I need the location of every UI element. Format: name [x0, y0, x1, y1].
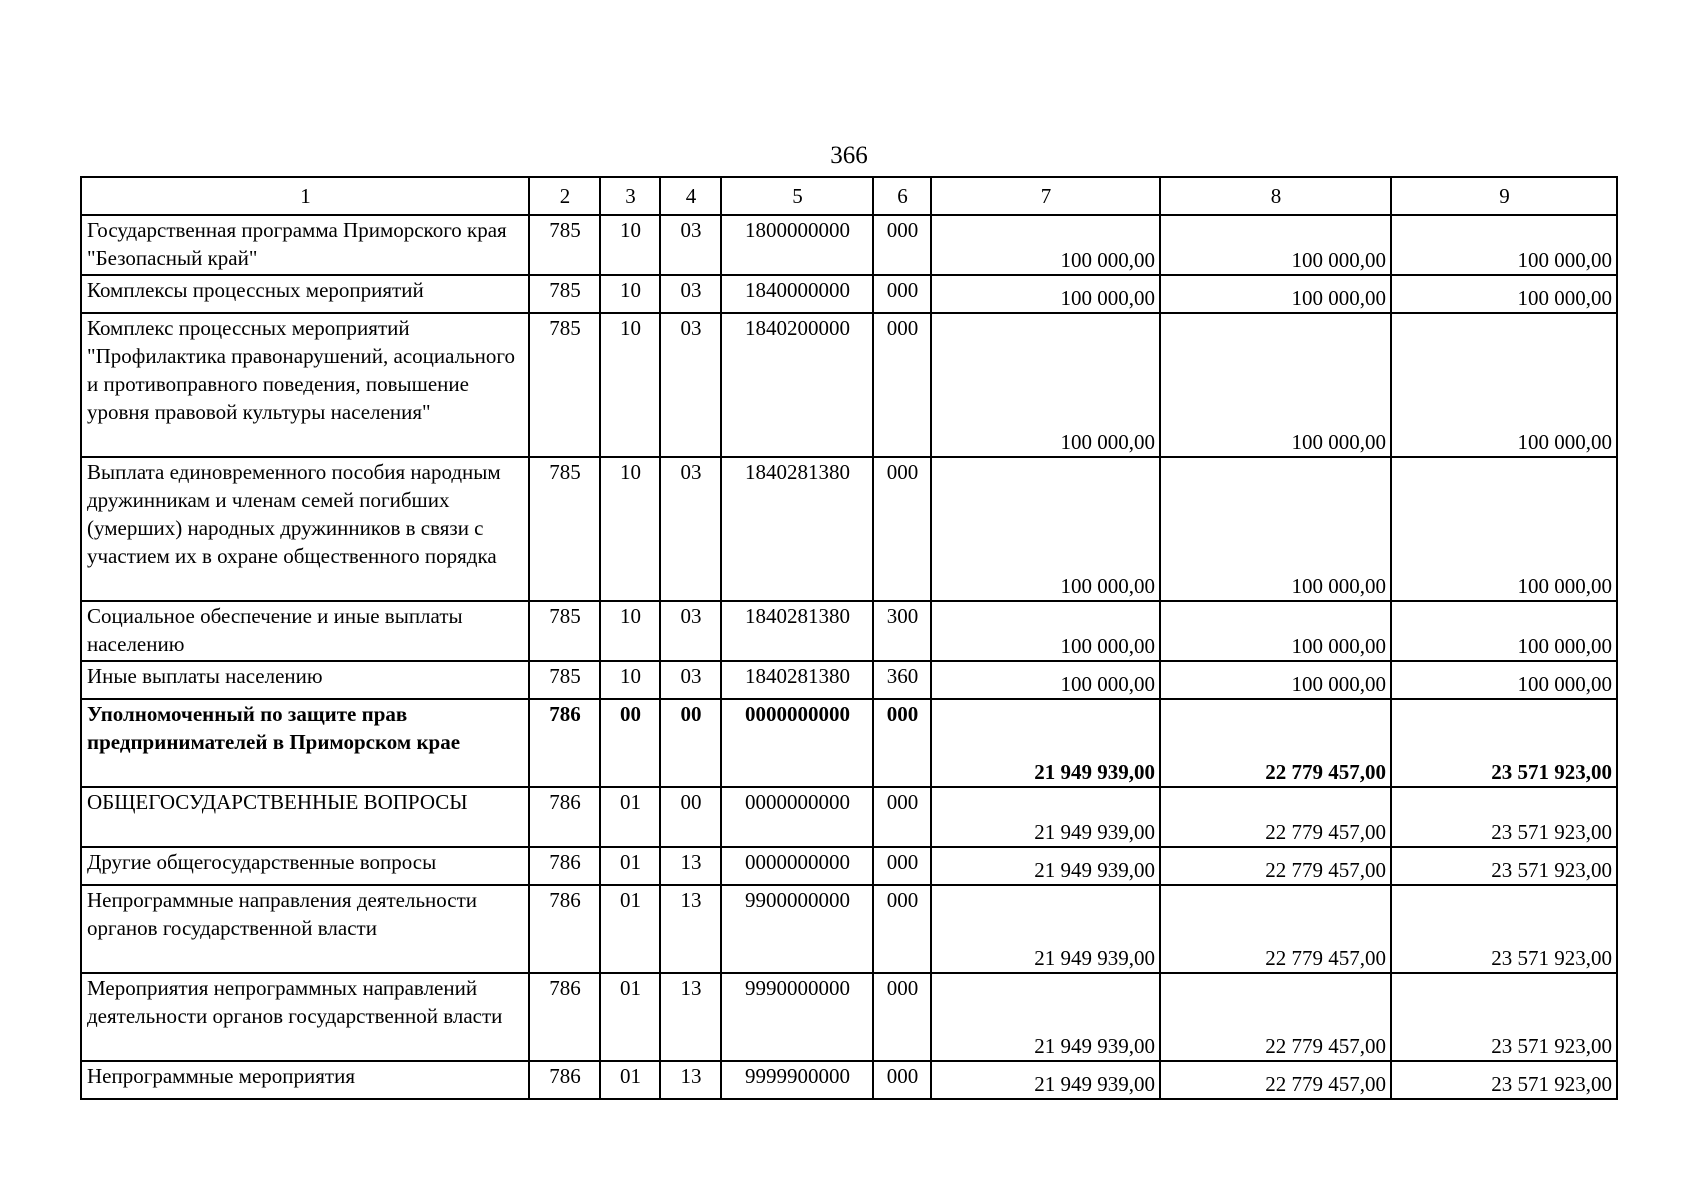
amount-col8-cell: 22 779 457,00 — [1160, 847, 1391, 885]
table-row — [81, 847, 1617, 885]
amount-col9-cell: 100 000,00 — [1391, 313, 1617, 457]
header-cell-5: 5 — [721, 177, 873, 215]
row-name-cell: Комплексы процессных мероприятий — [81, 275, 529, 313]
table-row — [81, 215, 1617, 275]
amount-col8-cell: 22 779 457,00 — [1160, 1061, 1391, 1099]
expense-type-cell: 360 — [873, 661, 931, 699]
table-row — [81, 787, 1617, 847]
amount-col9-cell: 100 000,00 — [1391, 661, 1617, 699]
table-row — [81, 601, 1617, 661]
header-cell-8: 8 — [1160, 177, 1391, 215]
table-row — [81, 1061, 1617, 1099]
expense-type-cell: 000 — [873, 215, 931, 275]
subsection-cell: 03 — [660, 601, 721, 661]
admin-code-cell: 785 — [529, 215, 600, 275]
amount-col9-cell: 23 571 923,00 — [1391, 1061, 1617, 1099]
subsection-cell: 13 — [660, 1061, 721, 1099]
amount-col7-cell: 100 000,00 — [931, 661, 1160, 699]
target-article-cell: 9990000000 — [721, 973, 873, 1061]
amount-col8-cell: 22 779 457,00 — [1160, 699, 1391, 787]
admin-code-cell: 785 — [529, 601, 600, 661]
expense-type-cell: 000 — [873, 973, 931, 1061]
section-cell: 01 — [600, 847, 660, 885]
row-name-cell: ОБЩЕГОСУДАРСТВЕННЫЕ ВОПРОСЫ — [81, 787, 529, 847]
header-cell-1: 1 — [81, 177, 529, 215]
admin-code-cell: 785 — [529, 661, 600, 699]
row-name-cell: Государственная программа Приморского края "Безопасный край" — [81, 215, 529, 275]
row-name-cell: Другие общегосударственные вопросы — [81, 847, 529, 885]
subsection-cell: 03 — [660, 313, 721, 457]
table-row — [81, 313, 1617, 457]
table-row — [81, 973, 1617, 1061]
amount-col8-cell: 100 000,00 — [1160, 601, 1391, 661]
amount-col7-cell: 100 000,00 — [931, 601, 1160, 661]
table-row — [81, 275, 1617, 313]
section-cell: 01 — [600, 787, 660, 847]
amount-col7-cell: 100 000,00 — [931, 275, 1160, 313]
target-article-cell: 1840281380 — [721, 661, 873, 699]
section-cell: 10 — [600, 215, 660, 275]
expense-type-cell: 000 — [873, 1061, 931, 1099]
admin-code-cell: 786 — [529, 847, 600, 885]
table-row — [81, 457, 1617, 601]
target-article-cell: 9900000000 — [721, 885, 873, 973]
amount-col7-cell: 21 949 939,00 — [931, 885, 1160, 973]
expense-type-cell: 000 — [873, 885, 931, 973]
section-cell: 10 — [600, 601, 660, 661]
amount-col7-cell: 21 949 939,00 — [931, 699, 1160, 787]
amount-col9-cell: 23 571 923,00 — [1391, 787, 1617, 847]
amount-col7-cell: 100 000,00 — [931, 457, 1160, 601]
budget-table — [80, 176, 1618, 1100]
section-cell: 10 — [600, 457, 660, 601]
amount-col9-cell: 23 571 923,00 — [1391, 885, 1617, 973]
target-article-cell: 1840281380 — [721, 457, 873, 601]
target-article-cell: 1840200000 — [721, 313, 873, 457]
admin-code-cell: 785 — [529, 275, 600, 313]
row-name-cell: Комплекс процессных мероприятий "Профилактика правонарушений, асоциального и противоправного поведения, повышение уровня правовой культуры населения" — [81, 313, 529, 457]
amount-col8-cell: 22 779 457,00 — [1160, 885, 1391, 973]
section-cell: 01 — [600, 885, 660, 973]
admin-code-cell: 785 — [529, 313, 600, 457]
row-name-cell: Непрограммные мероприятия — [81, 1061, 529, 1099]
expense-type-cell: 000 — [873, 847, 931, 885]
table-row — [81, 661, 1617, 699]
section-cell: 10 — [600, 313, 660, 457]
section-cell: 10 — [600, 661, 660, 699]
subsection-cell: 13 — [660, 973, 721, 1061]
subsection-cell: 13 — [660, 885, 721, 973]
subsection-cell: 03 — [660, 275, 721, 313]
table-row — [81, 699, 1617, 787]
row-name-cell: Иные выплаты населению — [81, 661, 529, 699]
amount-col9-cell: 23 571 923,00 — [1391, 847, 1617, 885]
amount-col8-cell: 22 779 457,00 — [1160, 973, 1391, 1061]
header-cell-6: 6 — [873, 177, 931, 215]
subsection-cell: 03 — [660, 661, 721, 699]
amount-col8-cell: 100 000,00 — [1160, 275, 1391, 313]
section-cell: 10 — [600, 275, 660, 313]
amount-col9-cell: 23 571 923,00 — [1391, 973, 1617, 1061]
table-header-row — [81, 177, 1617, 215]
expense-type-cell: 000 — [873, 699, 931, 787]
section-cell: 01 — [600, 1061, 660, 1099]
row-name-cell: Социальное обеспечение и иные выплаты населению — [81, 601, 529, 661]
header-cell-9: 9 — [1391, 177, 1617, 215]
section-cell: 00 — [600, 699, 660, 787]
page-number: 366 — [830, 142, 868, 169]
amount-col8-cell: 100 000,00 — [1160, 313, 1391, 457]
amount-col8-cell: 22 779 457,00 — [1160, 787, 1391, 847]
target-article-cell: 1800000000 — [721, 215, 873, 275]
table-row — [81, 885, 1617, 973]
subsection-cell: 03 — [660, 457, 721, 601]
header-cell-2: 2 — [529, 177, 600, 215]
header-cell-7: 7 — [931, 177, 1160, 215]
admin-code-cell: 786 — [529, 1061, 600, 1099]
admin-code-cell: 785 — [529, 457, 600, 601]
header-cell-3: 3 — [600, 177, 660, 215]
amount-col7-cell: 100 000,00 — [931, 313, 1160, 457]
target-article-cell: 1840281380 — [721, 601, 873, 661]
row-name-cell: Выплата единовременного пособия народным дружинникам и членам семей погибших (умерших) народных дружинников в связи с участием их в охране общественного порядка — [81, 457, 529, 601]
subsection-cell: 03 — [660, 215, 721, 275]
target-article-cell: 0000000000 — [721, 699, 873, 787]
amount-col7-cell: 21 949 939,00 — [931, 787, 1160, 847]
amount-col8-cell: 100 000,00 — [1160, 457, 1391, 601]
expense-type-cell: 000 — [873, 275, 931, 313]
amount-col8-cell: 100 000,00 — [1160, 661, 1391, 699]
amount-col9-cell: 23 571 923,00 — [1391, 699, 1617, 787]
target-article-cell: 0000000000 — [721, 787, 873, 847]
amount-col9-cell: 100 000,00 — [1391, 457, 1617, 601]
target-article-cell: 1840000000 — [721, 275, 873, 313]
amount-col9-cell: 100 000,00 — [1391, 275, 1617, 313]
expense-type-cell: 000 — [873, 787, 931, 847]
row-name-cell: Мероприятия непрограммных направлений деятельности органов государственной власти — [81, 973, 529, 1061]
target-article-cell: 0000000000 — [721, 847, 873, 885]
row-name-cell: Уполномоченный по защите прав предпринимателей в Приморском крае — [81, 699, 529, 787]
admin-code-cell: 786 — [529, 699, 600, 787]
subsection-cell: 00 — [660, 699, 721, 787]
amount-col9-cell: 100 000,00 — [1391, 601, 1617, 661]
header-cell-4: 4 — [660, 177, 721, 215]
section-cell: 01 — [600, 973, 660, 1061]
amount-col8-cell: 100 000,00 — [1160, 215, 1391, 275]
expense-type-cell: 000 — [873, 313, 931, 457]
expense-type-cell: 000 — [873, 457, 931, 601]
subsection-cell: 00 — [660, 787, 721, 847]
admin-code-cell: 786 — [529, 787, 600, 847]
amount-col7-cell: 21 949 939,00 — [931, 973, 1160, 1061]
expense-type-cell: 300 — [873, 601, 931, 661]
row-name-cell: Непрограммные направления деятельности органов государственной власти — [81, 885, 529, 973]
target-article-cell: 9999900000 — [721, 1061, 873, 1099]
amount-col7-cell: 21 949 939,00 — [931, 847, 1160, 885]
amount-col7-cell: 100 000,00 — [931, 215, 1160, 275]
amount-col7-cell: 21 949 939,00 — [931, 1061, 1160, 1099]
subsection-cell: 13 — [660, 847, 721, 885]
admin-code-cell: 786 — [529, 973, 600, 1061]
admin-code-cell: 786 — [529, 885, 600, 973]
amount-col9-cell: 100 000,00 — [1391, 215, 1617, 275]
